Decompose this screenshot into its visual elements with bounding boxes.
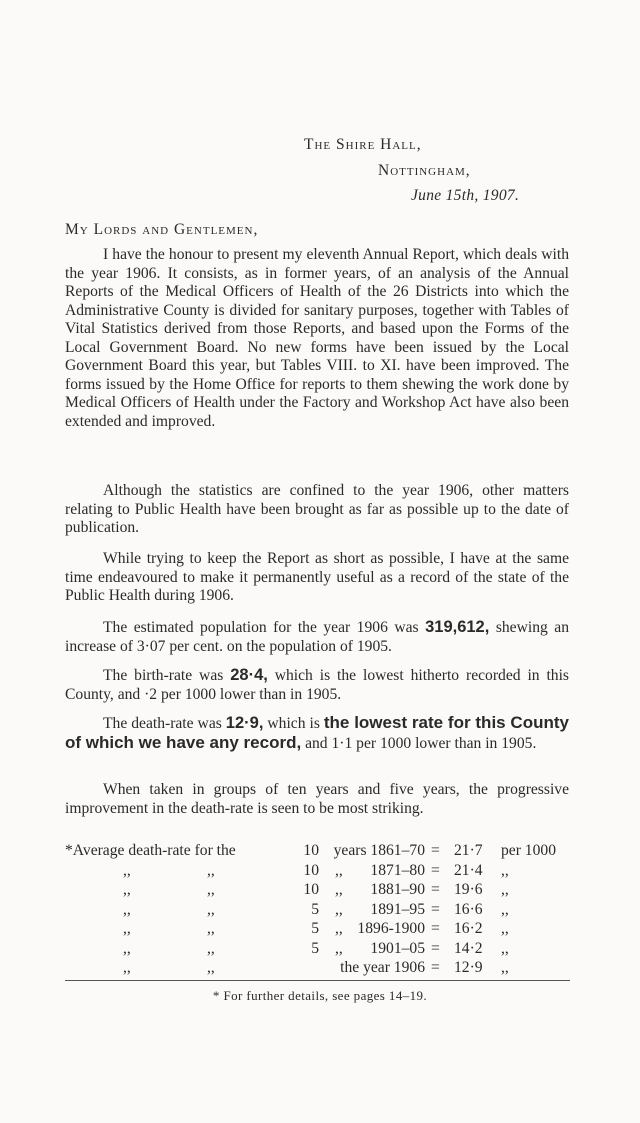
table-row-ditto: ,, (207, 959, 215, 976)
death-rate-text-pre: The death-rate was (103, 715, 226, 732)
table-row-ditto: ,, (335, 900, 343, 918)
death-rate-text-post: and 1·1 per 1000 lower than in 1905. (301, 734, 537, 752)
table-row-equals: = (431, 842, 440, 859)
table-row-period: 1881–90 (370, 881, 425, 898)
table-row-ditto: ,, (207, 939, 215, 957)
table-row (65, 940, 575, 960)
table-row-ditto: ,, (501, 959, 509, 976)
table-row (65, 901, 575, 921)
footnote: * For further details, see pages 14–19. (212, 988, 428, 1003)
table-row-value: 19·6 (454, 881, 483, 898)
table-row-period: 1901–05 (370, 939, 425, 957)
table-row-period: 1896-1900 (357, 920, 425, 937)
table-row-period: 1871–80 (370, 861, 425, 879)
table-row-ditto: ,, (501, 900, 509, 918)
table-row (65, 881, 575, 901)
death-rate-emphasis: the lowest rate for this County of which we have any record, (65, 713, 569, 752)
paragraph-statistics-scope: Although the statistics are confined to the year 1906, other matters relating to Public Health have been brought as far as possible up to the date of publication. (65, 482, 569, 536)
table-row-ditto: ,, (335, 920, 343, 937)
table-row-value: 21·4 (454, 861, 483, 879)
table-row (65, 959, 575, 979)
address-line-nottingham: Nottingham, (378, 162, 471, 179)
table-row-period: years 1861–70 (333, 842, 425, 859)
table-row-label: *Average death-rate for the (65, 842, 236, 859)
table-row-equals: = (431, 920, 440, 937)
table-row-ditto: ,, (207, 900, 215, 918)
table-row-value: 16·6 (454, 900, 483, 918)
death-rate-table (65, 842, 575, 979)
table-row-ditto: ,, (335, 881, 343, 898)
table-row-period: 1891–95 (370, 900, 425, 918)
population-text-post: shewing an increase of 3·07 per cent. on the population of 1905. (65, 619, 569, 655)
table-row-ditto: ,, (123, 861, 131, 879)
table-row-unit: per 1000 (501, 842, 556, 859)
table-row-years: 10 (303, 861, 319, 879)
table-row-value: 21·7 (454, 842, 483, 859)
table-row-ditto: ,, (123, 900, 131, 918)
table-row-years: 5 (311, 939, 319, 957)
table-row-years: 5 (311, 920, 319, 937)
table-row (65, 920, 575, 940)
table-row-value: 14·2 (454, 939, 483, 957)
table-row-years: 5 (311, 900, 319, 918)
table-row-ditto: ,, (207, 920, 215, 937)
population-figure: 319,612, (425, 618, 490, 636)
table-row (65, 842, 575, 862)
population-text-pre: The estimated population for the year 1906 was (103, 619, 426, 636)
paragraph-birth-rate (65, 666, 569, 704)
table-row-ditto: ,, (123, 939, 131, 957)
table-row-ditto: ,, (123, 920, 131, 937)
table-row-ditto: ,, (335, 861, 343, 879)
paragraph-population (65, 618, 569, 656)
death-rate-text-mid: which is (263, 715, 324, 732)
table-row-years: 10 (303, 842, 319, 859)
table-row-ditto: ,, (207, 881, 215, 898)
table-row-ditto: ,, (123, 881, 131, 898)
table-row-value: 16·2 (454, 920, 483, 937)
table-row-period: the year 1906 (340, 959, 425, 976)
paragraph-groups-intro: When taken in groups of ten years and five years, the progressive improvement in the death-rate is seen to be most striking. (65, 781, 569, 817)
address-line-shire-hall: The Shire Hall, (304, 136, 422, 153)
birth-rate-figure: 28·4, (230, 666, 268, 684)
table-row-ditto: ,, (501, 861, 509, 879)
table-row-ditto: ,, (123, 959, 131, 976)
paragraph-death-rate (65, 714, 569, 753)
table-row-years: 10 (303, 881, 319, 898)
table-row-ditto: ,, (501, 939, 509, 957)
table-row-value: 12·9 (454, 959, 483, 976)
birth-rate-text-post: which is the lowest hitherto recorded in this County, and ·2 per 1000 lower than in 1905. (65, 667, 570, 703)
death-rate-figure: 12·9, (225, 714, 264, 732)
table-row-equals: = (431, 939, 440, 957)
table-row-equals: = (431, 900, 440, 918)
table-row-equals: = (431, 861, 440, 879)
table-row-ditto: ,, (335, 939, 343, 957)
paragraph-report-purpose: While trying to keep the Report as short as possible, I have at the same time endeavoured to make it permanently useful as a record of the state of the Public Health during 1906. (65, 550, 569, 604)
salutation: My Lords and Gentlemen, (65, 221, 259, 238)
letter-date: June 15th, 1907. (411, 187, 520, 204)
birth-rate-text-pre: The birth-rate was (103, 667, 231, 684)
table-row-ditto: ,, (207, 861, 215, 879)
footnote-divider (65, 980, 570, 981)
table-row (65, 862, 575, 882)
table-row-equals: = (431, 959, 440, 976)
table-row-equals: = (431, 881, 440, 898)
paragraph-intro: I have the honour to present my eleventh Annual Report, which deals with the year 1906. It consists, as in former years, of an analysis of the Annual Reports of the Medical Officers of Health of the 26 Districts into which the Administrative County is divided for sanitary purposes, together with Tables of Vital Statistics derived from those Reports, and based upon the Forms of the Local Government Board. No new forms have been issued by the Local Government Board this year, but Tables VIII. to XI. have been improved. The forms issued by the Home Office for reports to them shewing the work done by Medical Officers of Health under the Factory and Workshop Act have also been extended and improved. (65, 246, 569, 430)
table-row-ditto: ,, (501, 881, 509, 898)
table-row-ditto: ,, (501, 920, 509, 937)
